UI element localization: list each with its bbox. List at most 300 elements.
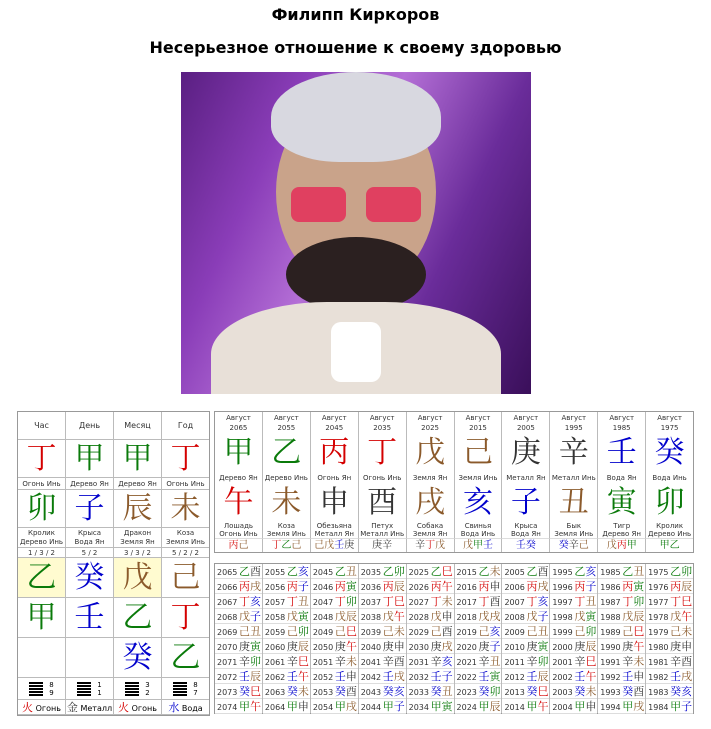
year-branch: 酉 [393,655,405,668]
luck-month: Август [657,414,682,422]
year-column [455,564,503,713]
year-number: 1982 [648,673,669,682]
year-row [550,624,597,639]
year-number: 2029 [408,628,429,637]
year-stem: 甲 [239,700,250,713]
year-number: 2031 [408,658,429,667]
luck-animal: Свинья [464,522,492,530]
year-stem: 丁 [239,595,250,608]
year-stem: 乙 [478,565,490,578]
branch-animal: Коза [176,529,195,537]
year-branch: 巳 [441,565,453,578]
branch-label [162,528,209,548]
year-number: 1981 [648,658,669,667]
year-number: 2037 [360,598,382,607]
luck-animal: Коза [277,522,295,530]
year-stem: 辛 [286,655,298,668]
year-row [215,669,262,684]
luck-stem: 辛 [550,434,598,472]
year-stem: 戊 [670,610,682,623]
year-stem: 辛 [382,655,394,668]
luck-branch-element: Вода Инь [460,530,496,538]
year-row [215,699,262,714]
luck-month: Август [561,414,587,422]
year-number: 2055 [264,568,286,577]
year-stem: 丁 [382,595,394,608]
year-row [502,564,549,579]
hexagram-icon [125,682,139,696]
year-row [455,579,502,594]
year-row [263,639,310,654]
hexagram-icon [77,682,91,696]
year-row [455,654,502,669]
year-row [455,684,502,699]
year-branch: 巳 [585,655,597,668]
luck-stem: 庚 [502,434,550,472]
luck-stem: 甲 [215,434,263,472]
year-row [263,579,310,594]
branch-element: Дерево Инь [19,538,64,546]
year-stem: 丙 [478,580,490,593]
year-stem: 己 [478,625,490,638]
hexagram-numbers [97,681,101,697]
page-title: Филипп Киркоров [271,5,440,24]
year-branch: 戌 [489,610,501,623]
year-branch: 巳 [633,625,645,638]
year-number: 2024 [456,703,477,712]
hidden-stem: 癸 [66,558,114,598]
year-branch: 寅 [633,580,645,593]
year-number: 2072 [217,673,238,682]
year-stem: 甲 [286,700,298,713]
year-branch: 申 [393,640,405,653]
year-number: 1992 [600,673,621,682]
branch-numbers: 1 / 3 / 2 [18,548,66,558]
year-number: 2066 [217,583,238,592]
year-stem: 壬 [334,670,346,683]
year-row [407,609,454,624]
year-row [407,594,454,609]
year-number: 2048 [312,613,334,622]
luck-hidden-stem: 辛 [415,540,426,551]
year-row [502,639,549,654]
hidden-stem [18,638,66,678]
stem-label: Огонь Инь [162,478,209,490]
year-branch: 亥 [441,655,453,668]
year-stem: 丁 [670,595,682,608]
year-row [215,684,262,699]
year-number: 2051 [312,658,334,667]
year-stem: 戊 [430,610,442,623]
luck-header [550,412,598,434]
year-branch: 酉 [537,565,549,578]
year-number: 2005 [504,568,525,577]
luck-hidden-stem: 丁 [425,540,436,551]
year-row [359,594,406,609]
luck-branch-element: Земля Ян [412,530,448,538]
year-branch: 戌 [681,670,693,683]
year-number: 2019 [456,628,477,637]
year-number: 1995 [552,568,573,577]
year-branch: 巳 [345,625,357,638]
year-row [455,624,502,639]
year-number: 2070 [217,643,238,652]
year-number: 2071 [217,658,238,667]
year-stem: 乙 [574,565,586,578]
luck-animal: Тигр [613,522,631,530]
year-branch: 午 [297,670,309,683]
year-row [215,594,262,609]
year-row [646,699,693,714]
hexagram-cell [18,678,66,700]
year-row [646,654,693,669]
year-row [550,639,597,654]
year-number: 2030 [408,643,429,652]
year-branch: 申 [585,700,597,713]
year-number: 1977 [648,598,669,607]
hex-num-top: 3 [145,680,150,689]
luck-hidden-stem: 己 [578,540,589,551]
year-row [598,624,645,639]
year-number: 2052 [312,673,334,682]
year-row [215,624,262,639]
year-branch: 酉 [345,685,357,698]
luck-year: 1995 [564,424,583,432]
year-row [502,594,549,609]
year-branch: 辰 [537,670,549,683]
year-number: 1991 [600,658,621,667]
year-row [263,624,310,639]
year-row [455,594,502,609]
luck-branch-label [502,522,550,538]
year-row [550,699,597,714]
branch-label [18,528,66,548]
year-branch: 申 [633,670,645,683]
year-number: 1997 [552,598,573,607]
luck-hidden-stem: 癸 [558,540,569,551]
luck-hidden-stems [215,538,263,552]
year-branch: 丑 [345,565,357,578]
year-row [407,624,454,639]
year-number: 2056 [264,583,286,592]
year-stem: 壬 [478,670,490,683]
year-branch: 戌 [537,580,549,593]
year-row [263,654,310,669]
year-row [407,639,454,654]
year-branch: 亥 [585,565,597,578]
luck-stem-label: Огонь Ян [311,472,359,484]
luck-stem: 丙 [311,434,359,472]
luck-hidden-stem: 壬 [482,540,493,551]
year-branch: 子 [441,670,453,683]
year-row [215,654,262,669]
year-stem: 辛 [670,655,682,668]
year-branch: 寅 [345,580,357,593]
year-stem: 丁 [334,595,346,608]
year-branch: 辰 [633,610,645,623]
year-column [502,564,550,713]
luck-branch-element: Огонь Инь [219,530,258,538]
year-stem: 甲 [334,700,346,713]
year-row [598,669,645,684]
luck-stem: 癸 [654,435,685,470]
branch-animal: Кролик [28,529,55,537]
year-branch: 卯 [633,595,645,608]
luck-year: 2035 [373,424,392,432]
year-branch: 辰 [393,580,405,593]
year-stem: 己 [382,625,394,638]
hex-num-bottom: 1 [97,688,102,697]
branch-numbers: 5 / 2 [66,548,114,558]
branch-label [114,528,162,548]
year-column [215,564,263,713]
year-number: 1985 [600,568,621,577]
year-stem: 丙 [430,580,442,593]
luck-header [407,412,455,434]
luck-header [502,412,550,434]
year-stem: 己 [622,625,634,638]
luck-stem: 己 [455,434,503,472]
year-number: 2009 [504,628,525,637]
year-number: 2010 [504,643,525,652]
luck-animal: Обезьяна [316,522,352,530]
year-row [359,624,406,639]
hexagram-icon [173,682,187,696]
year-branch: 子 [681,700,693,713]
year-row [598,594,645,609]
year-branch: 丑 [297,595,309,608]
year-branch: 午 [345,640,357,653]
luck-year: 1975 [660,424,679,432]
year-stem: 癸 [382,685,394,698]
year-stem: 癸 [334,685,346,698]
portrait-photo [181,72,531,394]
branch-element: Земля Ян [120,538,155,546]
year-branch: 酉 [633,685,645,698]
luck-stem: 壬 [598,434,646,472]
year-stem: 癸 [239,685,250,698]
year-branch: 子 [297,580,309,593]
year-number: 2073 [217,688,238,697]
year-number: 2015 [456,568,477,577]
element-cell [18,700,66,715]
luck-year: 1985 [612,424,631,432]
year-number: 1975 [648,568,669,577]
year-branch: 未 [297,685,309,698]
luck-year: 2005 [516,424,535,432]
year-number: 2063 [264,688,286,697]
year-stem: 己 [334,625,346,638]
year-stem: 辛 [430,655,442,668]
year-stem: 庚 [382,640,394,653]
year-number: 1993 [600,688,621,697]
branch-element: Земля Инь [166,538,205,546]
year-row [646,684,693,699]
luck-branch-label [311,522,359,538]
year-number: 2036 [360,583,382,592]
stem-label: Огонь Инь [18,478,66,490]
year-branch: 辰 [250,670,261,683]
year-row [311,579,358,594]
year-number: 2016 [456,583,477,592]
element-name: Огонь [131,704,157,713]
year-stem: 戊 [478,610,490,623]
year-number: 1989 [600,628,621,637]
hexagram-icon [29,682,43,696]
luck-hidden-stem: 甲 [472,540,483,551]
luck-animal: Кролик [656,522,684,530]
hidden-stem: 己 [162,558,209,598]
year-number: 2059 [264,628,286,637]
year-number: 2054 [312,703,334,712]
year-row [455,699,502,714]
luck-hidden-stem: 己 [238,540,249,551]
branch-animal: Дракон [123,529,152,537]
year-row [311,669,358,684]
branch-label [66,528,114,548]
year-branch: 丑 [489,655,501,668]
year-row [263,669,310,684]
year-stem: 辛 [526,655,538,668]
year-stem: 壬 [239,670,250,683]
year-row [359,669,406,684]
year-branch: 寅 [537,640,549,653]
year-row [407,654,454,669]
year-branch: 卯 [537,655,549,668]
luck-hidden-stems [502,538,550,552]
year-row [311,639,358,654]
year-branch: 午 [633,640,645,653]
year-column [311,564,359,713]
year-number: 2004 [552,703,573,712]
year-stem: 庚 [478,640,490,653]
year-stem: 甲 [430,700,442,713]
year-row [359,609,406,624]
year-branch: 寅 [441,700,453,713]
year-branch: 戌 [633,700,645,713]
year-number: 2028 [408,613,429,622]
earthly-branch: 子 [66,490,114,528]
luck-hidden-stem: 丙 [616,540,627,551]
luck-month: Август [274,414,299,422]
year-stem: 庚 [430,640,442,653]
luck-hidden-stem: 庚 [372,540,383,551]
year-branch: 亥 [393,685,405,698]
element-cell [114,700,162,715]
year-branch: 辰 [345,610,357,623]
year-row [455,609,502,624]
year-row [359,654,406,669]
year-branch: 戌 [441,640,453,653]
year-stem: 癸 [622,685,634,698]
luck-branch: 酉 [359,484,407,522]
year-row [550,594,597,609]
luck-stem-label: Дерево Инь [263,472,311,484]
year-row [311,699,358,714]
year-branch: 酉 [250,565,261,578]
hidden-stem: 丁 [162,598,209,638]
year-branch: 亥 [250,595,261,608]
year-column [263,564,311,713]
year-branch: 戌 [393,670,405,683]
luck-branch: 午 [215,484,263,522]
branch-numbers: 3 / 3 / 2 [114,548,162,558]
year-number: 2074 [217,703,238,712]
year-row [550,609,597,624]
year-stem: 甲 [670,700,682,713]
year-stem: 壬 [526,670,538,683]
year-stem: 戊 [526,610,538,623]
year-stem: 丙 [622,580,634,593]
year-stem: 庚 [286,640,298,653]
year-number: 2041 [360,658,382,667]
year-branch: 未 [585,685,597,698]
luck-hidden-stem: 甲 [659,540,670,551]
hexagram-numbers [193,681,197,697]
year-branch: 午 [585,670,597,683]
element-symbol: 金 [66,701,78,714]
year-number: 2022 [456,673,477,682]
luck-branch: 戌 [407,484,455,522]
year-stem: 壬 [382,670,394,683]
year-row [455,564,502,579]
year-row [359,684,406,699]
year-stem: 甲 [526,700,538,713]
stem-label: Дерево Ян [114,478,162,490]
year-branch: 丑 [441,685,453,698]
luck-header [215,412,263,434]
year-branch: 申 [345,670,357,683]
element-symbol: 水 [168,701,180,714]
year-branch: 午 [441,580,453,593]
hexagram-numbers [49,681,53,697]
luck-stem-label: Огонь Инь [359,472,407,484]
luck-branch-label [646,522,693,538]
luck-branch: 寅 [598,484,646,522]
luck-hidden-stem: 戊 [435,540,446,551]
year-stem: 壬 [670,670,682,683]
year-branch: 子 [250,610,261,623]
year-branch: 巳 [250,685,261,698]
luck-hidden-stems [455,538,503,552]
year-stem: 戊 [382,610,394,623]
year-branch: 卯 [393,565,405,578]
year-row [502,624,549,639]
year-row [502,699,549,714]
year-stem: 壬 [286,670,298,683]
luck-hidden-stems [598,538,646,552]
year-branch: 丑 [585,595,597,608]
year-number: 1986 [600,583,621,592]
year-number: 2011 [504,658,525,667]
natal-pillars-table [17,411,210,716]
year-number: 2044 [360,703,382,712]
year-stem: 乙 [622,565,634,578]
year-branch: 寅 [250,640,261,653]
luck-branch-element: Дерево Инь [648,530,692,538]
year-branch: 辰 [297,640,309,653]
year-stem: 己 [239,625,250,638]
year-row [502,684,549,699]
luck-month: Август [417,414,443,422]
luck-month: Август [226,414,251,422]
year-number: 2033 [408,688,429,697]
luck-animal: Крыса [514,522,538,530]
luck-branch: 申 [311,484,359,522]
luck-year: 2025 [421,424,439,432]
year-stem: 丙 [334,580,346,593]
luck-year: 2045 [325,424,344,432]
